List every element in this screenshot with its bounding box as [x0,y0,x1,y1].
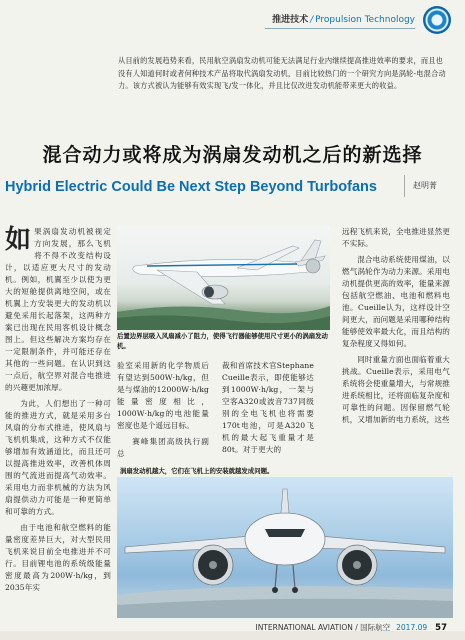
intro-paragraph: 从目前的发展趋势来看，民用航空涡扇发动机可能无法满足行业内继续提高推进效率的要求，而且也没有人知道何时或者何种技术产品将取代涡扇发动机，目前比较热门的一个研究方向是涡轮-电混合动力。该方式被认为能够有效实现飞/发一体化，并且比仅改进发动机能带来更大的收益。 [118,56,446,90]
author-byline: 赵明菁 [413,181,437,190]
issue-date: 2017.09 [396,623,428,632]
turbine-logo-icon [423,6,451,34]
col1-paragraph-1: 果涡扇发动机被视定方向发展，那么飞机将不得不改变结构设计，以适应更大尺寸的发动机。例如，机翼至少以使为更大的短舱提供离地空间，或在机翼上方安装更大的发动机以避免采用长起落架，这两种方案已出现在民用客机设计概念图上。但这些解决方案均存在一定限制条件，并可能还存在其他的一些问题。在认识到这一点后，航空界对混合电推进的兴趣更加浓厚。 [5,227,111,392]
aircraft-illustration-icon [117,226,330,330]
column-1 [5,226,111,594]
column-2 [117,360,209,460]
column-4 [342,226,450,426]
page-number: 57 [435,623,447,633]
magazine-name: INTERNATIONAL AVIATION / 国际航空 [255,623,391,632]
col2-paragraph-1: 验室采用新的化学物质后有望达到500W·h/kg，但是与煤油的12000W·h/kg能量密度相比，1000W·h/kg的电池能量密度也是个遥远目标。 [117,361,209,430]
col4-paragraph-3: 同时重量方面也面临着重大挑战。Cueille表示，采用电气系统将会使重量增大，与常规推进系统相比，还将面临复杂度和可靠性的问题。因保留燃气轮机，又增加新的电力系统，这些 [342,355,450,424]
section-en: Propulsion Technology [315,15,415,25]
col4-paragraph-1: 远程飞机来说，全电推进显然更不实际。 [342,227,450,248]
figure-airliner-front [117,477,453,618]
article-title-en: Hybrid Electric Could Be Next Step Beyond Turbofans [5,179,377,195]
figure-2-caption: 涡扇发动机越大，它们在飞机上的安装就越发成问题。 [120,467,274,475]
col3-paragraph-1: 裁和首席技术官Stephane Cueille表示，即使能够达到1000W·h/kg，一架与空客A320或波音737同级别的全电飞机也将需要170t电池，可是A320飞机的最大起飞重量才是80t。对于更大的 [222,361,314,454]
figure-hybrid-aircraft [117,226,330,330]
drop-cap: 如 [5,225,32,255]
section-label [272,12,415,25]
airliner-front-illustration-icon [117,477,453,618]
col4-paragraph-2: 混合电动系统使用煤油，以燃气涡轮作为动力来源。采用电动机提供更高的效率，能量来源包括航空燃油、电池和燃料电池。Cueille认为，这样设计空间更大，而问题是采用哪种结构能够使效率最大化，而且结构的复杂程度又得如何。 [342,255,450,348]
header-rule [265,28,415,29]
col2-paragraph-2: 赛峰集团高级执行副总 [117,437,209,458]
col1-paragraph-2: 为此，人们想出了一种可能的推进方式，就是采用多台风扇的分布式推进，使风扇与飞机机集成，这种方式不仅能够增加有效涵道比，而且还可以提高推进效率，改善机体周围的气流进而提高气动效率。采用电力而非机械的方法为风扇提供动力可能是一种更简单和可靠的方式。 [5,399,111,516]
figure-1-caption: 后置边界层吸入风扇减小了阻力，使得飞行器能够使用尺寸更小的涡扇发动机。 [117,332,328,350]
section-sep: / [310,15,314,25]
page-header [0,0,465,34]
col1-paragraph-3: 由于电池和航空燃料的能量密度差异巨大，对大型民用飞机来说目前全电推进并不可行。目前锂电池的系统级能量密度最高为200W·h/kg，到2035年实 [5,523,111,592]
section-cn: 推进技术 [272,15,309,25]
byline-divider [404,175,405,197]
page-footer [255,622,447,633]
column-3 [222,360,314,456]
article-title-cn: 混合动力或将成为涡扇发动机之后的新选择 [42,144,423,166]
